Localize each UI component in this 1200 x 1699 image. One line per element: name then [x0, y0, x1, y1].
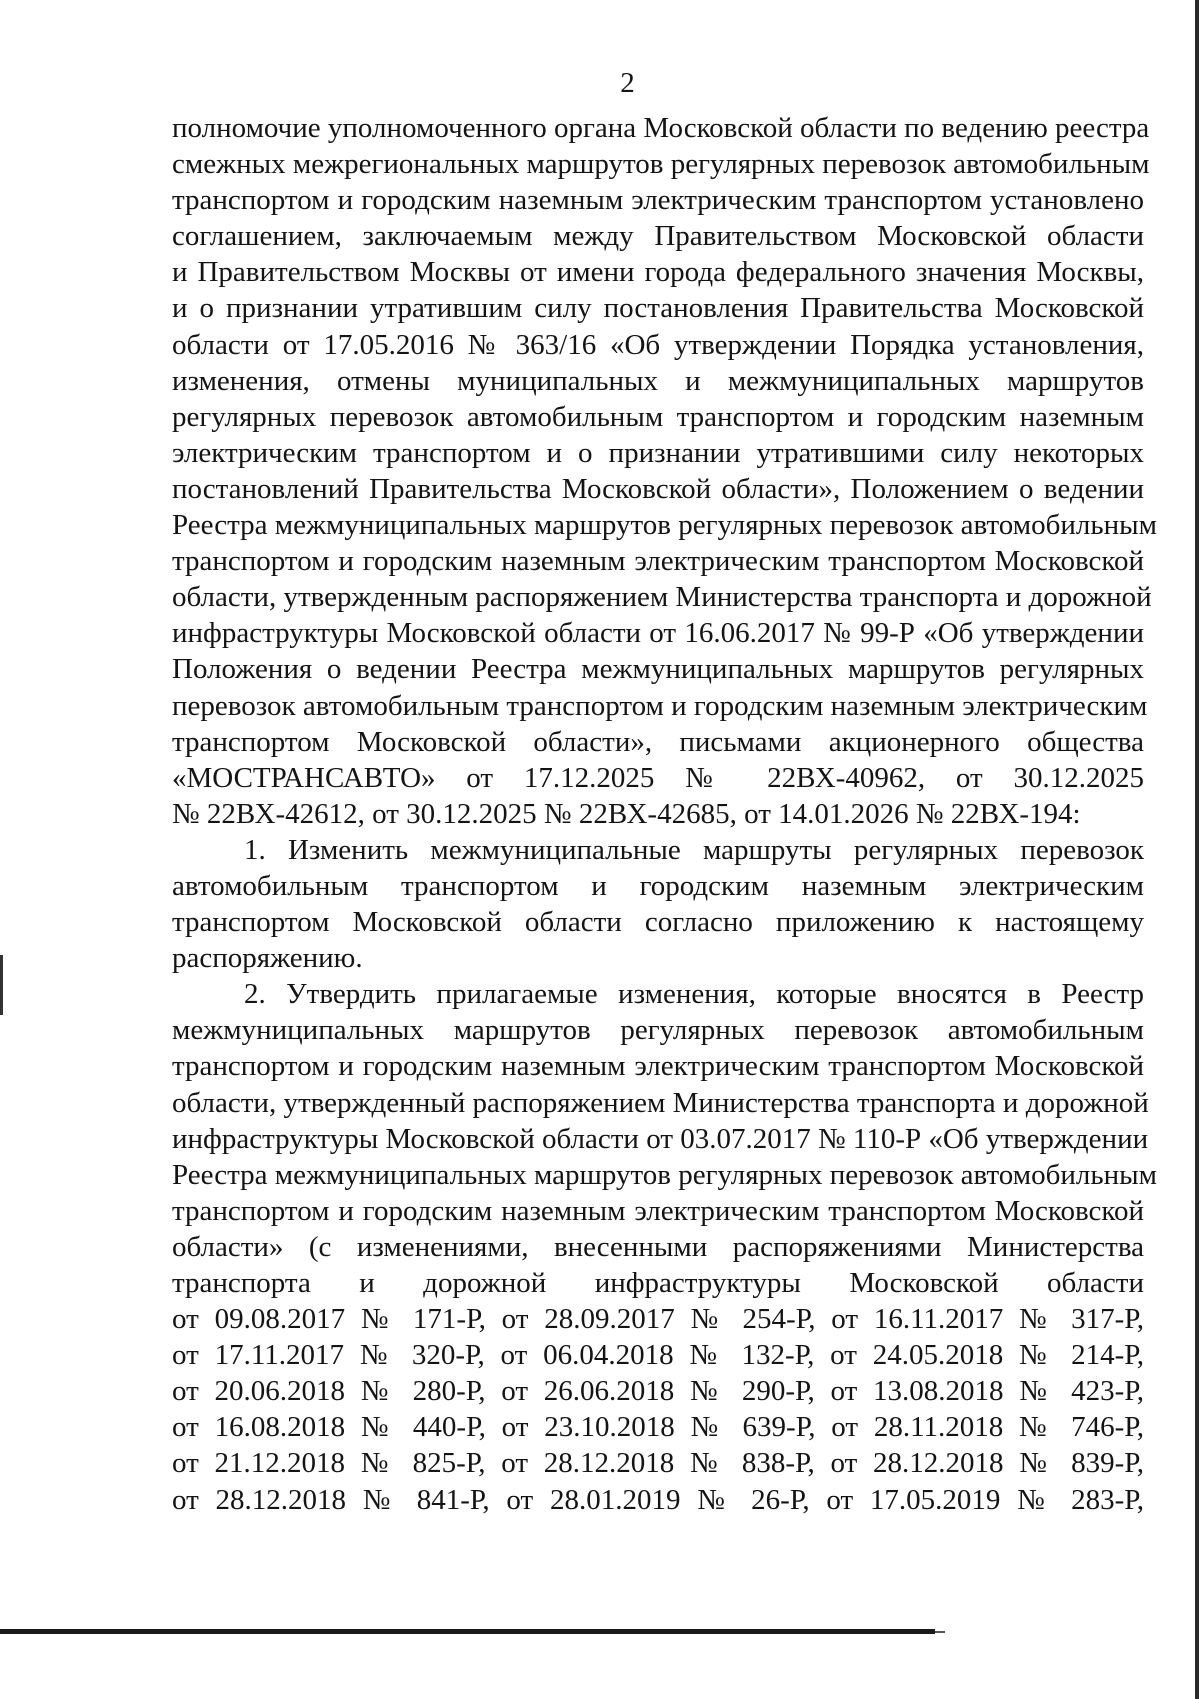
- text-line: Реестра межмуниципальных маршрутов регулярных перевозок автомобильным: [172, 509, 1157, 542]
- text-line: и Правительством Москвы от имени города федерального значения Москвы,: [172, 256, 1144, 289]
- text-line: регулярных перевозок автомобильным транспортом и городским наземным: [172, 400, 1144, 433]
- page-number: 2: [620, 67, 635, 99]
- text-line: транспортом и городским наземным электрическим транспортом Московской: [172, 545, 1144, 578]
- text-line: от 20.06.2018 № 280-Р, от 26.06.2018 № 290-Р, от 13.08.2018 № 423-Р,: [172, 1375, 1144, 1408]
- text-line: межмуниципальных маршрутов регулярных перевозок автомобильным: [172, 1014, 1144, 1047]
- numbered-paragraph-1: 1. Изменить межмуниципальные маршруты регулярных перевозок: [244, 833, 1144, 866]
- text-line: области, утвержденный распоряжением Министерства транспорта и дорожной: [172, 1086, 1149, 1119]
- text-line: транспортом Московской области», письмами акционерного общества: [172, 725, 1144, 758]
- text-line: электрическим транспортом и о признании утратившими силу некоторых: [172, 436, 1144, 469]
- text-line: от 16.08.2018 № 440-Р, от 23.10.2018 № 639-Р, от 28.11.2018 № 746-Р,: [172, 1411, 1144, 1444]
- text-line: транспортом Московской области согласно приложению к настоящему: [172, 906, 1144, 939]
- text-line: № 22ВХ-42612, от 30.12.2025 № 22ВХ-42685, от 14.01.2026 № 22ВХ-194:: [172, 797, 1081, 830]
- text-line: транспортом и городским наземным электрическим транспортом Московской: [172, 1194, 1144, 1227]
- text-line: смежных межрегиональных маршрутов регулярных перевозок автомобильным: [172, 148, 1150, 181]
- scan-right-edge: [1195, 0, 1199, 1699]
- scan-bottom-rule-tail: [935, 1631, 945, 1633]
- text-line: от 28.12.2018 № 841-Р, от 28.01.2019 № 26-Р, от 17.05.2019 № 283-Р,: [172, 1483, 1144, 1516]
- text-line: транспортом и городским наземным электрическим транспортом установлено: [172, 184, 1144, 217]
- text-line: инфраструктуры Московской области от 03.07.2017 № 110-Р «Об утверждении: [172, 1122, 1149, 1155]
- text-line: соглашением, заключаемым между Правительством Московской области: [172, 220, 1144, 253]
- text-line: от 09.08.2017 № 171-Р, от 28.09.2017 № 254-Р, от 16.11.2017 № 317-Р,: [172, 1303, 1144, 1336]
- text-line: распоряжению.: [172, 942, 363, 975]
- numbered-paragraph-2: 2. Утвердить прилагаемые изменения, которые вносятся в Реестр: [244, 978, 1144, 1011]
- text-line: инфраструктуры Московской области от 16.06.2017 № 99-Р «Об утверждении: [172, 617, 1144, 650]
- text-line: полномочие уполномоченного органа Московской области по ведению реестра: [172, 112, 1150, 144]
- scan-bottom-rule: [0, 1629, 935, 1634]
- text-line: области, утвержденным распоряжением Министерства транспорта и дорожной: [172, 581, 1152, 614]
- text-line: автомобильным транспортом и городским наземным электрическим: [172, 869, 1144, 902]
- text-line: транспорта и дорожной инфраструктуры Московской области: [172, 1267, 1144, 1299]
- text-line: Положения о ведении Реестра межмуниципальных маршрутов регулярных: [172, 653, 1144, 686]
- scan-edge-mark: [0, 955, 3, 1015]
- text-line: области от 17.05.2016 № 363/16 «Об утверждении Порядка установления,: [172, 328, 1144, 361]
- text-line: от 17.11.2017 № 320-Р, от 06.04.2018 № 132-Р, от 24.05.2018 № 214-Р,: [172, 1339, 1144, 1372]
- text-line: транспортом и городским наземным электрическим транспортом Московской: [172, 1050, 1144, 1083]
- text-line: изменения, отмены муниципальных и межмуниципальных маршрутов: [172, 364, 1144, 397]
- document-body: [172, 110, 1157, 1518]
- text-line: от 21.12.2018 № 825-Р, от 28.12.2018 № 838-Р, от 28.12.2018 № 839-Р,: [172, 1447, 1144, 1480]
- text-line: постановлений Правительства Московской области», Положением о ведении: [172, 472, 1144, 505]
- text-line: перевозок автомобильным транспортом и городским наземным электрическим: [172, 689, 1148, 722]
- text-line: Реестра межмуниципальных маршрутов регулярных перевозок автомобильным: [172, 1158, 1157, 1191]
- text-line: области» (с изменениями, внесенными распоряжениями Министерства: [172, 1230, 1144, 1263]
- text-line: и о признании утратившим силу постановления Правительства Московской: [172, 292, 1144, 325]
- text-line: «МОСТРАНСАВТО» от 17.12.2025 № 22ВХ-40962, от 30.12.2025: [172, 761, 1144, 794]
